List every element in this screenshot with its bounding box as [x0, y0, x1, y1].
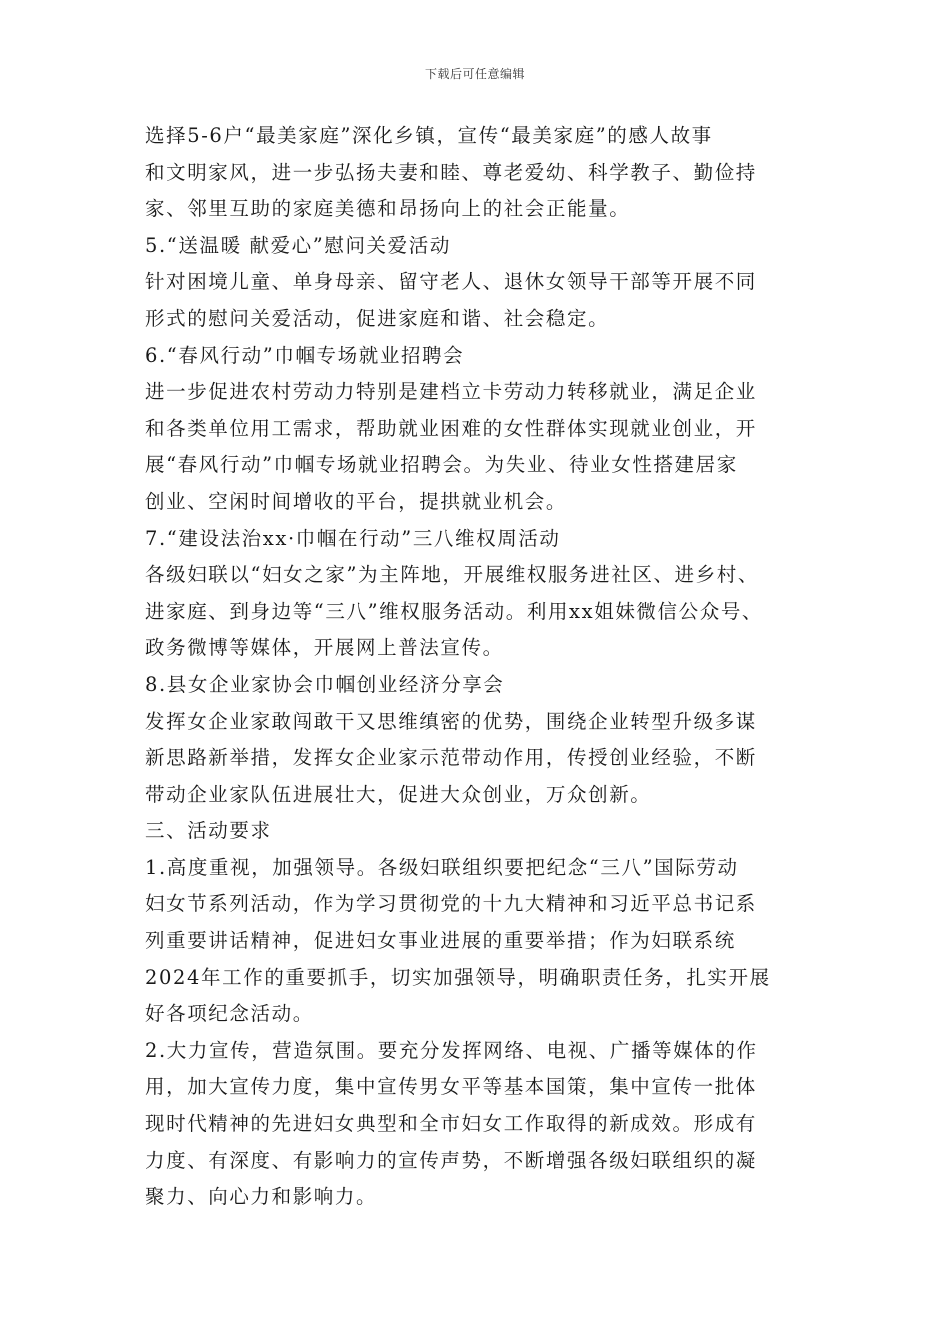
text-line: 好各项纪念活动。: [145, 1002, 314, 1026]
text-line: 政务微博等媒体，开展网上普法宣传。: [145, 636, 504, 660]
text-line: 5.“送温暖 献爱心”慰问关爱活动: [145, 233, 451, 257]
text-line: 带动企业家队伍进展壮大，促进大众创业，万众创新。: [145, 782, 652, 806]
text-line: 2.大力宣传，营造氛围。要充分发挥网络、电视、广播等媒体的作: [145, 1038, 758, 1062]
text-line: 妇女节系列活动，作为学习贯彻党的十九大精神和习近平总书记系: [145, 892, 757, 916]
text-line: 创业、空闲时间增收的平台，提拱就业机会。: [145, 489, 568, 513]
text-line: 2024年工作的重要抓手，切实加强领导，明确职责任务，扎实开展: [145, 965, 771, 989]
text-line: 进一步促进农村劳动力特别是建档立卡劳动力转移就业，满足企业: [145, 380, 757, 404]
text-line: 发挥女企业家敢闯敢干又思维缜密的优势，围绕企业转型升级多谋: [145, 709, 757, 733]
text-line: 各级妇联以“妇女之家”为主阵地，开展维权服务进社区、进乡村、: [145, 563, 759, 587]
text-line: 和文明家风，进一步弘扬夫妻和睦、尊老爱幼、科学教子、勤俭持: [145, 160, 757, 184]
text-line: 6.“春风行动”巾帼专场就业招聘会: [145, 343, 465, 367]
text-line: 1.高度重视，加强领导。各级妇联组织要把纪念“三八”国际劳动: [145, 855, 739, 879]
text-line: 列重要讲话精神，促进妇女事业进展的重要举措；作为妇联系统: [145, 929, 736, 953]
document-body: [145, 118, 845, 1216]
text-line: 新思路新举措，发挥女企业家示范带动作用，传授创业经验，不断: [145, 746, 757, 770]
text-line: 针对困境儿童、单身母亲、留守老人、退休女领导干部等开展不同: [145, 270, 757, 294]
text-line: 选择5-6户“最美家庭”深化乡镇，宣传“最美家庭”的感人故事: [145, 124, 713, 147]
text-line: 用，加大宣传力度，集中宣传男女平等基本国策，集中宣传一批体: [145, 1075, 757, 1099]
text-line: 家、邻里互助的家庭美德和昂扬向上的社会正能量。: [145, 197, 631, 221]
text-line: 8.县女企业家协会巾帼创业经济分享会: [145, 672, 505, 696]
text-line: 聚力、向心力和影响力。: [145, 1185, 378, 1209]
text-line: 进家庭、到身边等“三八”维权服务活动。利用xx姐妹微信公众号、: [145, 599, 764, 623]
text-line: 展“春风行动”巾帼专场就业招聘会。为失业、待业女性搭建居家: [145, 453, 738, 477]
text-line: 和各类单位用工需求，帮助就业困难的女性群体实现就业创业，开: [145, 416, 757, 440]
text-line: 三、活动要求: [145, 819, 272, 843]
text-line: 现时代精神的先进妇女典型和全市妇女工作取得的新成效。形成有: [145, 1112, 757, 1136]
text-line: 形式的慰问关爱活动，促进家庭和谐、社会稳定。: [145, 306, 610, 330]
page-header: 下载后可任意编辑: [424, 67, 525, 81]
text-line: 7.“建设法治xx·巾帼在行动”三八维权周活动: [145, 526, 561, 550]
text-line: 力度、有深度、有影响力的宣传声势，不断增强各级妇联组织的凝: [145, 1148, 757, 1172]
